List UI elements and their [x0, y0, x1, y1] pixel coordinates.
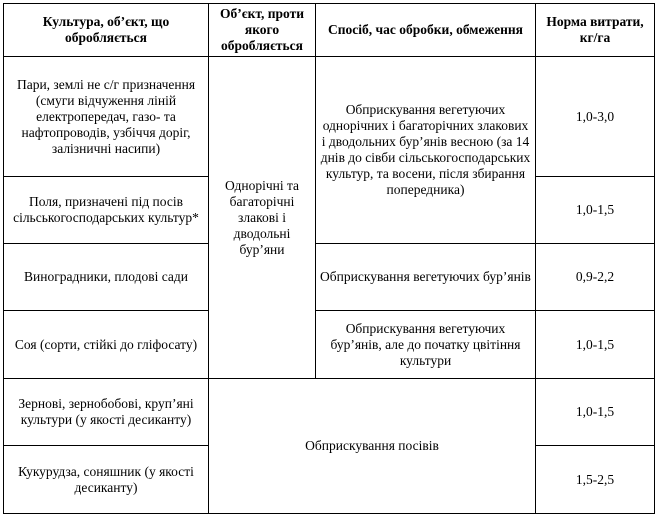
rate-cell: 1,0-3,0 [536, 57, 655, 177]
rate-cell: 1,0-1,5 [536, 311, 655, 379]
rate-cell: 0,9-2,2 [536, 244, 655, 311]
method-cell: Обприскування посівів [209, 379, 536, 514]
header-culture: Культура, об’єкт, що обробляється [4, 4, 209, 57]
rate-cell: 1,0-1,5 [536, 177, 655, 244]
table-row [4, 57, 655, 177]
herbicide-table [3, 3, 655, 514]
method-cell: Обприскування вегетуючих бур’янів, але до початку цвітіння культури [316, 311, 536, 379]
culture-cell: Поля, призначені під посів сільськогосподарських культур* [4, 177, 209, 244]
header-row [4, 4, 655, 57]
table-row [4, 311, 655, 379]
culture-cell: Кукурудза, соняшник (у якості десиканту) [4, 446, 209, 514]
header-rate: Норма витрати, кг/га [536, 4, 655, 57]
method-cell: Обприскування вегетуючих однорічних і багаторічних злакових і дводольних бур’янів весною (за 14 днів до сівби сільськогосподарських культур, та восени, після збирання попередника) [316, 57, 536, 244]
header-method: Спосіб, час обробки, обмеження [316, 4, 536, 57]
header-target: Об’єкт, проти якого обробляється [209, 4, 316, 57]
table-row [4, 244, 655, 311]
culture-cell: Зернові, зернобобові, круп’яні культури (у якості десиканту) [4, 379, 209, 446]
method-cell: Обприскування вегетуючих бур’янів [316, 244, 536, 311]
table-row [4, 379, 655, 446]
rate-cell: 1,0-1,5 [536, 379, 655, 446]
culture-cell: Соя (сорти, стійкі до гліфосату) [4, 311, 209, 379]
target-cell: Однорічні та багаторічні злакові і дводольні бур’яни [209, 57, 316, 379]
rate-cell: 1,5-2,5 [536, 446, 655, 514]
culture-cell: Виноградники, плодові сади [4, 244, 209, 311]
culture-cell: Пари, землі не с/г призначення (смуги відчуження ліній електропередач, газо- та нафтопроводів, узбіччя доріг, залізничні насипи) [4, 57, 209, 177]
